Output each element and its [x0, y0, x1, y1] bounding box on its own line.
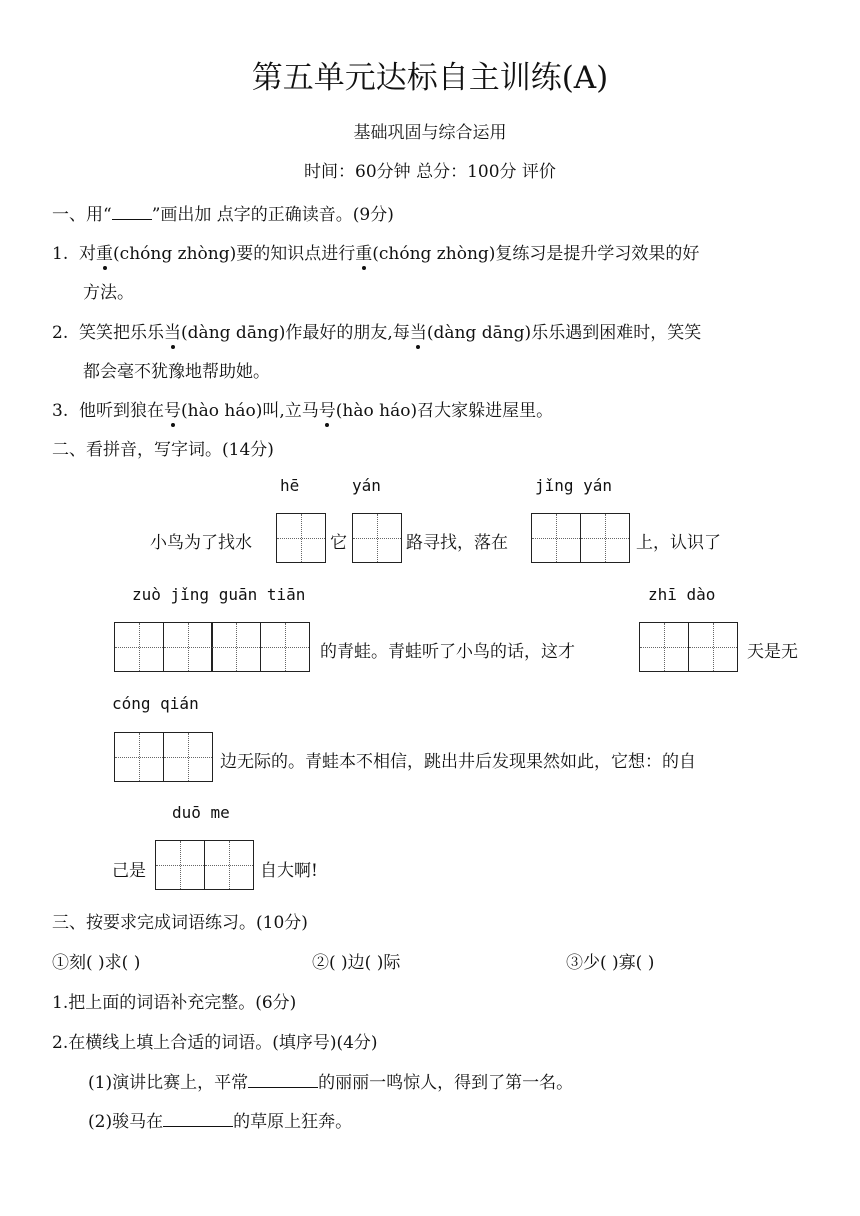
pinyin-zhidao: zhī dào — [648, 585, 716, 604]
char-box[interactable] — [163, 732, 213, 782]
section3-question-1: 1.把上面的词语补充完整。(6分) — [52, 993, 297, 1013]
page-title: 第五单元达标自主训练(A) — [251, 60, 609, 96]
line1-text-c: 路寻找，落在 — [406, 533, 508, 553]
question-1-3: 3. 他听到狼在号(hào háo)叫,立马号(hào háo)召大家躲进屋里。 — [52, 401, 554, 421]
writing-box-jingyan[interactable] — [531, 513, 628, 563]
dotted-char: 重 — [355, 244, 373, 264]
char-box[interactable] — [260, 622, 310, 672]
char-box[interactable] — [211, 622, 261, 672]
line4-text-a: 己是 — [112, 861, 146, 881]
pinyin-jingyan: jǐng yán — [535, 476, 613, 495]
page-subtitle: 基础巩固与综合运用 — [353, 123, 507, 143]
pinyin-he: hē — [280, 476, 300, 495]
char-box[interactable] — [114, 622, 164, 672]
writing-box-zhidao[interactable] — [639, 622, 736, 672]
idiom-item-2: ②( )边( )际 — [312, 953, 401, 973]
char-box[interactable] — [276, 513, 326, 563]
pinyin-congqian: cóng qián — [112, 694, 199, 713]
writing-box-he[interactable] — [276, 513, 325, 563]
dotted-char: 当 — [409, 323, 427, 343]
exam-meta: 时间：60分钟 总分：100分 评价 — [304, 162, 556, 182]
line1-text-d: 上，认识了 — [636, 533, 721, 553]
line3-text-a: 边无际的。青蛙本不相信，跳出井后发现果然如此，它想：的自 — [220, 752, 696, 772]
idiom-item-1: ①刻( )求( ) — [52, 953, 141, 973]
char-box[interactable] — [688, 622, 738, 672]
dotted-char: 号 — [318, 401, 336, 421]
question-1-2: 2. 笑笑把乐乐当(dàng dāng)作最好的朋友,每当(dàng dāng)乐乐遇到困难时，笑笑 — [52, 323, 702, 343]
char-box[interactable] — [639, 622, 689, 672]
pinyin-zuojingguantian: zuò jǐng guān tiān — [132, 585, 306, 604]
writing-box-yan[interactable] — [352, 513, 401, 563]
question-1-1: 1. 对重(chóng zhòng)要的知识点进行重(chóng zhòng)复练习是提升学习效果的好 — [52, 244, 700, 264]
dotted-char: 当 — [164, 323, 182, 343]
dotted-char: 重 — [96, 244, 114, 264]
writing-box-duome[interactable] — [155, 840, 252, 890]
char-box[interactable] — [531, 513, 581, 563]
char-box[interactable] — [204, 840, 254, 890]
answer-blank[interactable] — [248, 1087, 318, 1088]
char-box[interactable] — [155, 840, 205, 890]
section2-heading: 二、看拼音，写字词。(14分) — [52, 440, 274, 460]
section3-heading: 三、按要求完成词语练习。(10分) — [52, 913, 308, 933]
question-1-1-cont: 方法。 — [83, 283, 134, 303]
char-box[interactable] — [163, 622, 213, 672]
writing-box-zuojingguantian[interactable] — [114, 622, 308, 672]
line2-text-a: 的青蛙。青蛙听了小鸟的话，这才 — [320, 642, 575, 662]
idiom-item-3: ③少( )寡( ) — [566, 953, 655, 973]
sentence-2: (2)骏马在 的草原上狂奔。 — [88, 1112, 353, 1132]
pinyin-yan: yán — [352, 476, 381, 495]
writing-box-congqian[interactable] — [114, 732, 211, 782]
dotted-char: 号 — [164, 401, 182, 421]
line2-text-b: 天是无 — [747, 642, 798, 662]
char-box[interactable] — [352, 513, 402, 563]
pinyin-duome: duō me — [172, 803, 230, 822]
section3-question-2: 2.在横线上填上合适的词语。(填序号)(4分) — [52, 1033, 378, 1053]
underline-sample — [112, 219, 152, 220]
line1-text-a: 小鸟为了找水 — [150, 533, 252, 553]
char-box[interactable] — [580, 513, 630, 563]
answer-blank[interactable] — [163, 1126, 233, 1127]
sentence-1: (1)演讲比赛上，平常 的丽丽一鸣惊人，得到了第一名。 — [88, 1073, 574, 1093]
char-box[interactable] — [114, 732, 164, 782]
question-1-2-cont: 都会毫不犹豫地帮助她。 — [83, 362, 270, 382]
line1-text-b: 它 — [330, 533, 347, 553]
section1-heading: 一、用“ ”画出加 点字的正确读音。(9分) — [52, 205, 394, 225]
line4-text-b: 自大啊! — [260, 861, 318, 881]
